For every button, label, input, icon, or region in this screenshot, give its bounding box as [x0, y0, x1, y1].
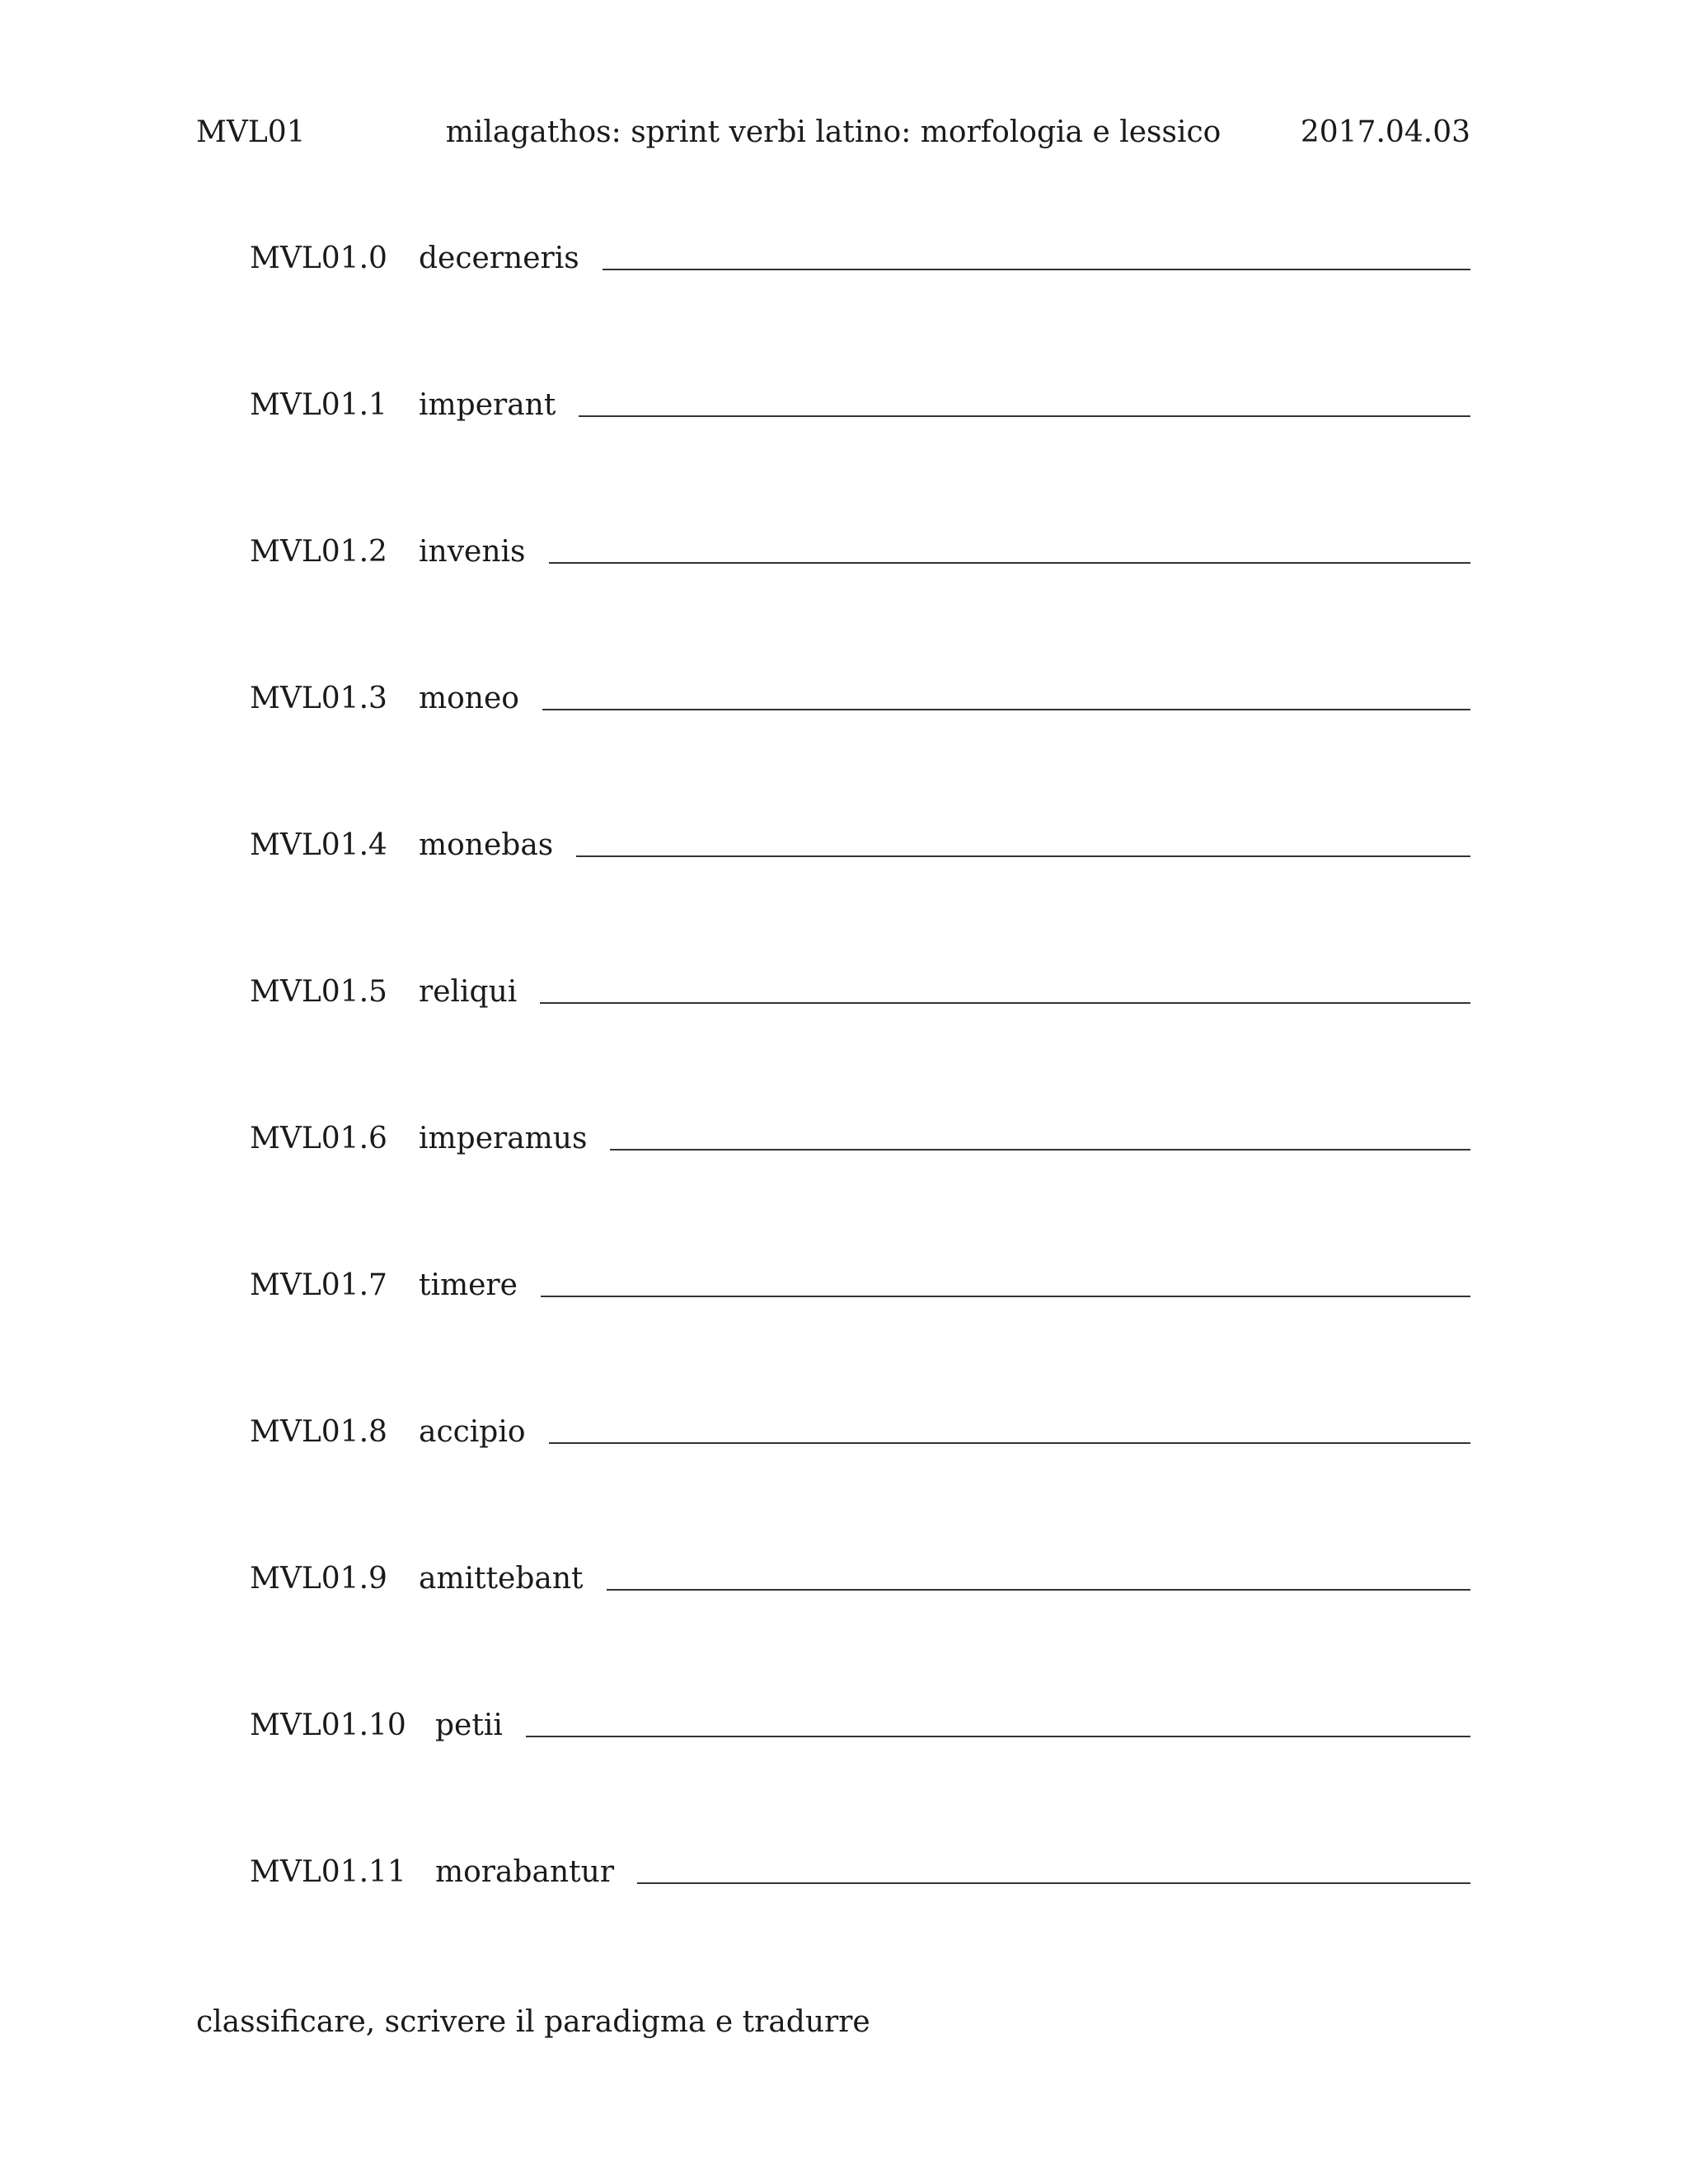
item-number: MVL01.4	[250, 828, 387, 862]
item-number: MVL01.5	[250, 975, 387, 1009]
answer-line[interactable]	[603, 269, 1470, 270]
exercise-item	[250, 236, 1470, 382]
item-word: reliqui	[419, 975, 518, 1009]
answer-line[interactable]	[541, 1296, 1470, 1297]
item-number: MVL01.8	[250, 1415, 387, 1449]
answer-line[interactable]	[579, 415, 1470, 417]
answer-line[interactable]	[542, 709, 1470, 710]
item-number: MVL01.9	[250, 1562, 387, 1596]
exercise-item	[250, 1116, 1470, 1263]
worksheet-date: 2017.04.03	[1300, 115, 1470, 149]
exercise-item	[250, 676, 1470, 823]
item-word: decerneris	[419, 241, 579, 275]
item-number: MVL01.2	[250, 535, 387, 569]
answer-line[interactable]	[637, 1882, 1470, 1884]
worksheet-title: milagathos: sprint verbi latino: morfologia e lessico	[445, 115, 1221, 149]
answer-line[interactable]	[526, 1736, 1470, 1737]
answer-line[interactable]	[540, 1002, 1470, 1004]
item-word: imperant	[419, 388, 556, 422]
answer-line[interactable]	[576, 855, 1470, 857]
exercise-item	[250, 529, 1470, 676]
exercise-item	[250, 1409, 1470, 1556]
item-number: MVL01.10	[250, 1708, 406, 1742]
item-word: imperamus	[419, 1122, 588, 1155]
item-word: amittebant	[419, 1562, 584, 1596]
exercise-item	[250, 1556, 1470, 1703]
item-word: moneo	[419, 682, 519, 715]
item-word: timere	[419, 1268, 518, 1302]
item-number: MVL01.11	[250, 1855, 406, 1889]
page-header	[196, 112, 1470, 153]
exercise-item	[250, 1849, 1470, 1996]
item-word: monebas	[419, 828, 554, 862]
item-word: accipio	[419, 1415, 526, 1449]
exercise-list	[250, 236, 1470, 1996]
item-word: morabantur	[435, 1855, 615, 1889]
item-number: MVL01.6	[250, 1122, 387, 1155]
item-number: MVL01.7	[250, 1268, 387, 1302]
item-word: petii	[435, 1708, 503, 1742]
item-number: MVL01.1	[250, 388, 387, 422]
exercise-item	[250, 969, 1470, 1116]
answer-line[interactable]	[549, 562, 1470, 564]
item-number: MVL01.3	[250, 682, 387, 715]
exercise-item	[250, 823, 1470, 969]
exercise-item	[250, 382, 1470, 529]
instruction-text: classificare, scrivere il paradigma e tradurre	[196, 2005, 870, 2039]
exercise-item	[250, 1263, 1470, 1409]
worksheet-code: MVL01	[196, 115, 306, 149]
item-number: MVL01.0	[250, 241, 387, 275]
exercise-item	[250, 1703, 1470, 1849]
answer-line[interactable]	[607, 1589, 1470, 1591]
answer-line[interactable]	[610, 1149, 1470, 1151]
item-word: invenis	[419, 535, 526, 569]
answer-line[interactable]	[549, 1442, 1470, 1444]
